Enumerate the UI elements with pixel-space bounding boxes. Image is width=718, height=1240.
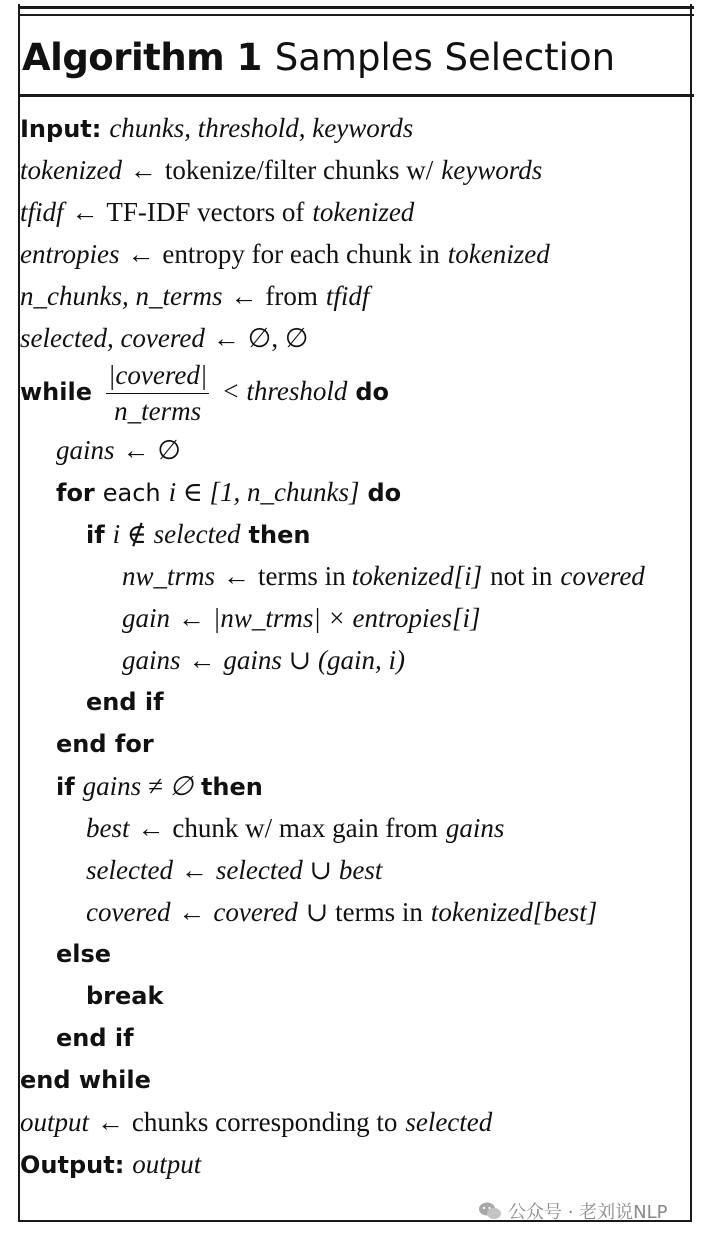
keyword-output: Output: xyxy=(20,1151,125,1179)
var-keywords: keywords xyxy=(441,155,543,185)
line-tfidf xyxy=(20,192,414,232)
arrow: ← xyxy=(180,855,208,885)
watermark-text: 公众号 · 老刘说NLP xyxy=(508,1202,668,1223)
line-new-terms xyxy=(122,556,645,596)
line-if-selected xyxy=(86,514,310,554)
line-gain xyxy=(122,598,481,638)
var-covered: covered xyxy=(560,561,645,591)
keyword-else: else xyxy=(56,940,112,968)
keyword-while: while xyxy=(20,378,92,406)
line-output-assign xyxy=(20,1102,492,1142)
empty-sets: ∅, ∅ xyxy=(247,323,309,353)
line-covered-update xyxy=(86,892,597,932)
line-text: terms in xyxy=(257,561,346,591)
algorithm-title xyxy=(22,36,615,79)
coverage-fraction xyxy=(106,362,209,425)
arrow: ← xyxy=(177,603,205,633)
keyword-then: then xyxy=(248,521,311,549)
gains-expression: gains ∪ (gain, i) xyxy=(223,645,406,675)
line-gains-init xyxy=(56,430,181,470)
watermark xyxy=(478,1198,668,1224)
if-condition: gains ≠ ∅ xyxy=(82,771,193,801)
keyword-break: break xyxy=(86,982,164,1010)
line-counts xyxy=(20,276,369,316)
line-else xyxy=(56,934,111,974)
var-output: output xyxy=(20,1107,90,1137)
if-condition: i ∉ selected xyxy=(112,519,241,549)
empty-set: ∅ xyxy=(157,435,181,465)
var-selected-covered: selected, covered xyxy=(20,323,205,353)
index-i: [i] xyxy=(453,561,483,591)
line-text: TF-IDF vectors of xyxy=(106,197,305,227)
var-covered: covered xyxy=(86,897,171,927)
for-range: i ∈ [1, n_chunks] xyxy=(168,477,360,507)
keyword-then: then xyxy=(200,773,263,801)
var-covered: covered xyxy=(213,897,298,927)
gain-expression: |nw_trms| × entropies[i] xyxy=(212,603,481,633)
keyword-end-while: end while xyxy=(20,1066,151,1094)
wechat-icon xyxy=(478,1201,502,1221)
arrow: ← xyxy=(230,281,258,311)
title-rule xyxy=(18,94,694,97)
line-end-if-2 xyxy=(56,1018,134,1058)
line-selected-update xyxy=(86,850,382,890)
fraction-denominator: n_terms xyxy=(114,396,202,426)
keyword-do: do xyxy=(355,378,390,406)
selected-expression: selected ∪ best xyxy=(215,855,383,885)
var-tfidf: tfidf xyxy=(325,281,370,311)
keyword-end-if: end if xyxy=(56,1024,134,1052)
line-input xyxy=(20,108,413,148)
var-gain: gain xyxy=(122,603,171,633)
var-tokenized: tokenized xyxy=(351,561,454,591)
arrow: ← xyxy=(122,435,150,465)
var-tfidf: tfidf xyxy=(20,197,64,227)
arrow: ← xyxy=(129,155,157,185)
line-end-if-1 xyxy=(86,682,164,722)
line-text: chunk w/ max gain from xyxy=(172,813,438,843)
line-break xyxy=(86,976,163,1016)
line-tokenize xyxy=(20,150,542,190)
keyword-if: if xyxy=(86,521,105,549)
tokenized-best: tokenized[best] xyxy=(430,897,598,927)
less-than: < xyxy=(223,376,239,406)
line-text: tokenize/filter chunks w/ xyxy=(164,155,434,185)
keyword-end-if: end if xyxy=(86,688,164,716)
fraction-numerator: |covered| xyxy=(106,362,209,394)
var-threshold: threshold xyxy=(246,376,348,406)
line-entropies xyxy=(20,234,550,274)
var-entropies: entropies xyxy=(20,239,120,269)
var-tokenized: tokenized xyxy=(20,155,122,185)
line-output xyxy=(20,1144,201,1184)
line-for xyxy=(56,472,401,512)
var-best: best xyxy=(86,813,130,843)
keyword-input: Input: xyxy=(20,115,102,143)
arrow: ← xyxy=(96,1107,124,1137)
keyword-for: for xyxy=(56,479,95,507)
var-gains: gains xyxy=(56,435,115,465)
line-best xyxy=(86,808,504,848)
keyword-end-for: end for xyxy=(56,730,154,758)
arrow: ← xyxy=(222,561,250,591)
algorithm-name: Samples Selection xyxy=(274,36,616,79)
var-output: output xyxy=(132,1149,202,1179)
line-end-for xyxy=(56,724,154,764)
keyword-do: do xyxy=(367,479,402,507)
arrow: ← xyxy=(212,323,240,353)
line-while xyxy=(20,356,389,426)
line-if-gains xyxy=(56,766,263,806)
keyword-if: if xyxy=(56,773,75,801)
line-init-sets xyxy=(20,318,308,358)
var-tokenized: tokenized xyxy=(447,239,550,269)
line-text: chunks corresponding to xyxy=(131,1107,398,1137)
arrow: ← xyxy=(127,239,155,269)
arrow: ← xyxy=(188,645,216,675)
line-end-while xyxy=(20,1060,151,1100)
line-text: from xyxy=(265,281,318,311)
var-gains: gains xyxy=(122,645,181,675)
var-counts: n_chunks, n_terms xyxy=(20,281,223,311)
arrow: ← xyxy=(178,897,206,927)
arrow: ← xyxy=(137,813,165,843)
input-vars: chunks, threshold, keywords xyxy=(109,113,414,143)
arrow: ← xyxy=(71,197,99,227)
var-selected: selected xyxy=(86,855,173,885)
algorithm-label: Algorithm 1 xyxy=(22,36,262,79)
var-tokenized: tokenized xyxy=(312,197,415,227)
var-selected: selected xyxy=(405,1107,493,1137)
line-gains-append xyxy=(122,640,405,680)
keyword-each: each xyxy=(102,479,161,507)
line-text: not in xyxy=(490,561,553,591)
var-gains: gains xyxy=(445,813,505,843)
line-text: entropy for each chunk in xyxy=(162,239,440,269)
line-text: ∪ terms in xyxy=(305,897,423,927)
var-nw-trms: nw_trms xyxy=(122,561,216,591)
